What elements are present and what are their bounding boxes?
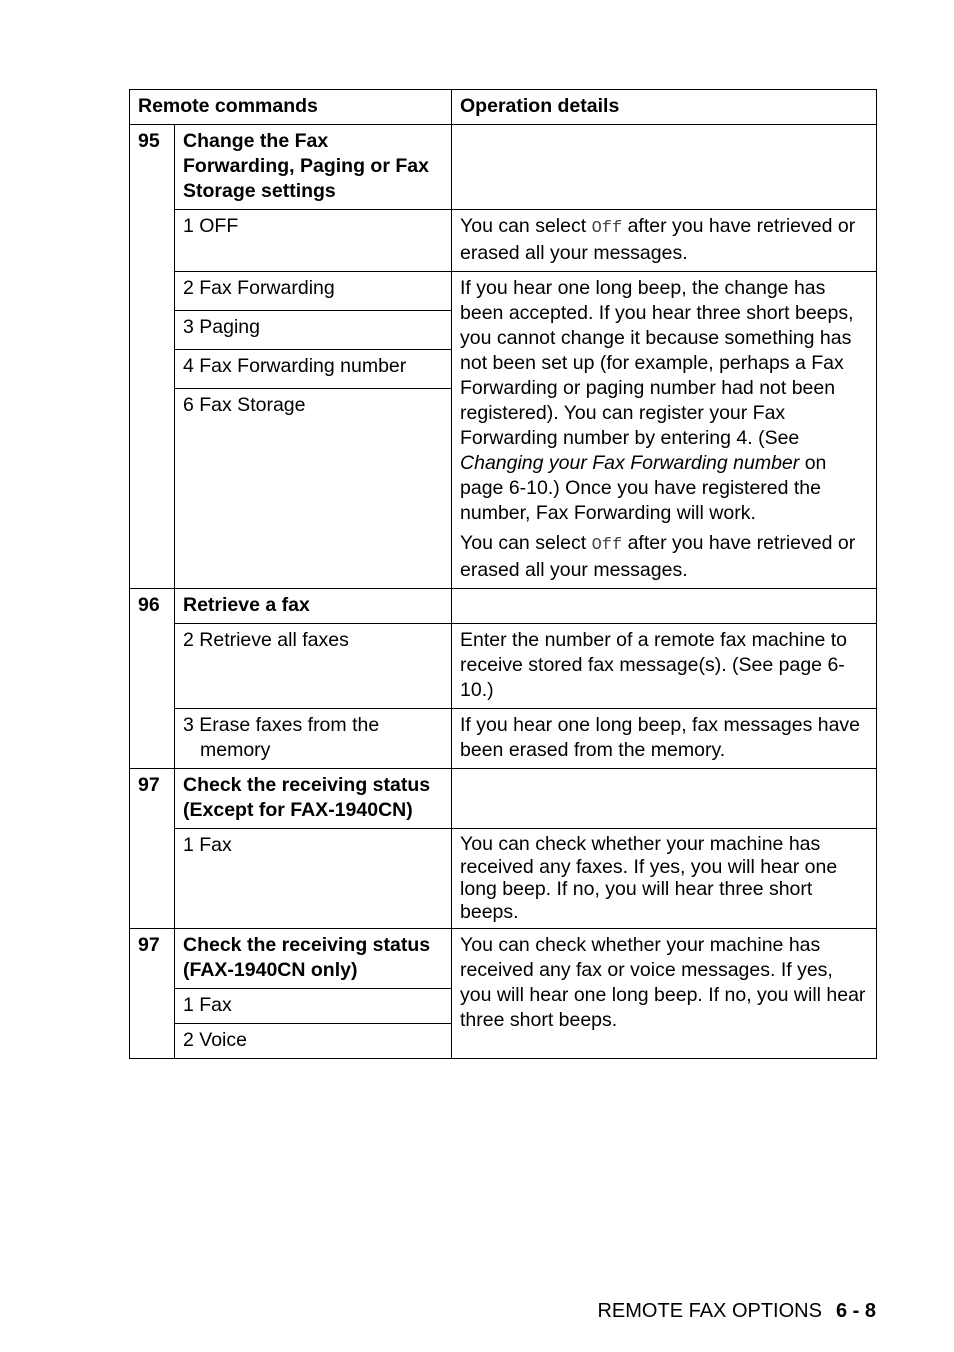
remote-commands-table (129, 89, 877, 1059)
table-row (130, 829, 877, 929)
command-detail: You can check whether your machine has received any fax or voice messages. If yes, you will hear one long beep. If no, you will hear three short beeps. (452, 929, 877, 1059)
option-label: 1 OFF (175, 210, 452, 272)
option-label: 6 Fax Storage (175, 389, 452, 589)
page-number: 6 - 8 (835, 1300, 876, 1322)
command-number: 95 (130, 125, 175, 589)
table-row (130, 210, 877, 272)
option-detail: If you hear one long beep, fax messages have been erased from the memory. (452, 709, 877, 769)
page-footer (597, 1300, 876, 1323)
command-title: Retrieve a fax (175, 589, 452, 624)
table-row (130, 125, 877, 210)
table-row (130, 272, 877, 311)
option-label: 2 Fax Forwarding (175, 272, 452, 311)
option-label: 3 Erase faxes from the memory (175, 709, 452, 769)
command-number: 97 (130, 929, 175, 1059)
option-detail: Enter the number of a remote fax machine to receive stored fax message(s). (See page 6-10.) (452, 624, 877, 709)
command-number: 96 (130, 589, 175, 769)
cross-reference: Changing your Fax Forwarding number (460, 452, 800, 474)
option-label: 2 Voice (175, 1024, 452, 1059)
table-row (130, 624, 877, 709)
off-code: Off (591, 536, 623, 555)
header-operation-details: Operation details (452, 90, 877, 125)
option-label: 1 Fax (175, 829, 452, 929)
header-remote-commands: Remote commands (130, 90, 452, 125)
off-code: Off (591, 219, 623, 238)
option-detail: If you hear one long beep, the change has been accepted. If you hear three short beeps, you cannot change it because something has not been set up (for example, perhaps a Fax Forwarding or paging number had not been registered). You can register your Fax Forwarding number by entering 4. (See Changing your Fax Forwarding number on page 6-10.) Once you have registered the number, Fax Forwarding will work. You can select Off after you have retrieved or erased all your messages. (452, 272, 877, 589)
option-label: 3 Paging (175, 311, 452, 350)
command-detail-empty (452, 589, 877, 624)
table-header-row (130, 90, 877, 125)
table-row (130, 589, 877, 624)
table-row (130, 709, 877, 769)
option-detail: You can select Off after you have retrieved or erased all your messages. (452, 210, 877, 272)
command-detail-empty (452, 125, 877, 210)
command-title: Check the receiving status (FAX-1940CN only) (175, 929, 452, 989)
command-title: Check the receiving status (Except for FAX-1940CN) (175, 769, 452, 829)
table-row (130, 769, 877, 829)
option-label: 4 Fax Forwarding number (175, 350, 452, 389)
command-number: 97 (130, 769, 175, 929)
option-label: 1 Fax (175, 989, 452, 1024)
option-label: 2 Retrieve all faxes (175, 624, 452, 709)
table-row (130, 929, 877, 989)
footer-section-title: REMOTE FAX OPTIONS (597, 1300, 822, 1322)
command-title: Change the Fax Forwarding, Paging or Fax Storage settings (175, 125, 452, 210)
option-detail: You can check whether your machine has received any faxes. If yes, you will hear one long beep. If no, you will hear three short beeps. (452, 829, 877, 929)
command-detail-empty (452, 769, 877, 829)
